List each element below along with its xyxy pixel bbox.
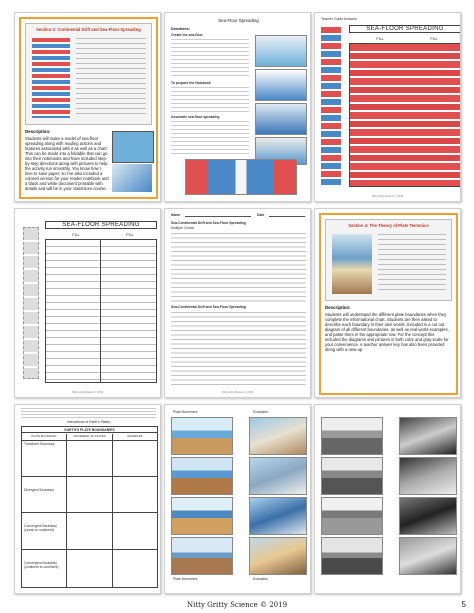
colored-chart-body [349, 43, 461, 187]
row-label-transform: Transform Boundary [24, 442, 55, 446]
examples-label-bottom: Examples [253, 577, 268, 581]
row-convergent-cc [22, 549, 157, 586]
plate-movement-label-bottom: Plate Movement [173, 577, 198, 581]
boundaries-table [21, 426, 158, 588]
model-photo-1 [112, 131, 154, 163]
notebook-photo-2 [325, 219, 452, 301]
row-label-convergent-cc: Convergent Boundary (continent to continent) [24, 561, 59, 570]
date-line [269, 216, 305, 217]
page6-description-heading: Description: [325, 305, 351, 310]
notebook-notes [378, 234, 446, 294]
page3-col2: FILL [430, 37, 438, 41]
page2-title: Sea-Floor Spreading [218, 18, 259, 23]
sea-floor-strips [32, 38, 70, 118]
page-thumbnail-color-cutouts [164, 404, 311, 594]
page4-col2: FILL [126, 233, 134, 237]
page4-footer-text: Nitty Gritty Science © 2019 [71, 391, 104, 394]
page3-col1: FILL [376, 37, 384, 41]
quiz-questions-2 [171, 312, 306, 387]
quiz-section-title-2: Sea-Continental Drift and Sea-Floor Spreading [171, 305, 246, 309]
page-thumbnail-section-3 [14, 12, 161, 202]
example-photo-4 [249, 537, 307, 575]
page-thumbnail-quiz [164, 208, 311, 398]
directions-text-3 [171, 121, 249, 155]
page-footer-credit: Nitty Gritty Science © 2019 [186, 601, 288, 609]
convergent-oc-diagram [171, 497, 233, 535]
header-movement: MOVEMENT OF PLATES [73, 434, 106, 438]
notes-text-block [76, 38, 146, 118]
row-label-convergent-oc: Convergent Boundary (ocean to continent) [24, 524, 57, 533]
date-label: Date [257, 213, 265, 217]
step-photo-3 [255, 103, 307, 135]
convergent-cc-diagram [171, 537, 233, 575]
model-photo-2 [112, 164, 152, 192]
page4-col1: FILL [72, 233, 80, 237]
transform-diagram [171, 417, 233, 455]
gray-diagram-2 [321, 457, 383, 495]
example-photo-3 [249, 497, 307, 535]
page3-footer [315, 195, 460, 198]
directions-text-2 [171, 87, 249, 113]
examples-label: Examples [253, 410, 268, 414]
page-number: 5 [461, 600, 466, 609]
page1-description: Students will make a model of sea-floor spreading along with reading actions and features associated with it as well as a chart. This can be made into a foldable that can go into their notebooks and have included step-by-step directions along with pictures to help the activity run smoothly. You know how I love to save paper, so I've also included a colored version for your reader notebook and a black and white document printable with details and will be in your classroom course. [25, 136, 109, 191]
header-examples: EXAMPLES [127, 434, 143, 438]
chart-title: EARTH'S PLATE BOUNDARIES [22, 428, 157, 433]
description-heading: Description: [25, 129, 51, 134]
blank-chart-body [45, 239, 157, 383]
quiz-questions-1 [171, 233, 306, 303]
multiple-choice-label: Multiple Choice [171, 226, 195, 230]
page4-heading: SEA-FLOOR SPREADING [45, 221, 157, 229]
plate-diagram-photo [332, 234, 372, 294]
page-thumbnail-plate-boundaries [14, 404, 161, 594]
page-thumbnail-section-4 [314, 208, 461, 398]
name-label: Name [171, 213, 181, 217]
page-thumbnail-teacher-guide [314, 12, 461, 202]
colored-strip-column [321, 27, 341, 185]
page4-footer [15, 391, 160, 394]
divergent-diagram [171, 457, 233, 495]
finished-model-photo [185, 159, 297, 195]
page7-top-title: Interactions of Earth's Plates [66, 420, 111, 424]
teacher-guide-label: Teacher Guide Answers [321, 17, 357, 21]
chart-divider [100, 240, 101, 382]
row-divergent [22, 476, 157, 513]
page6-title: Section 4: The Theory of Plate Tectonics [348, 223, 429, 228]
gray-photo-3 [399, 497, 457, 535]
directions-text-1 [171, 39, 249, 79]
page2-make: To prepare the Notebook [171, 81, 211, 85]
page-thumbnail-sea-floor-directions [164, 12, 311, 202]
quiz-section-title: Sea-Continental Drift and Sea-Floor Spreading [171, 221, 246, 225]
page2-create: Create the sea-floor [171, 33, 203, 37]
row-label-divergent: Divergent Boundary [24, 488, 54, 492]
intro-text [21, 408, 156, 418]
page-thumbnail-blank-chart [14, 208, 161, 398]
page5-footer [165, 391, 310, 394]
step-photo-2 [255, 69, 307, 101]
gray-diagram-4 [321, 537, 383, 575]
gray-diagram-1 [321, 417, 383, 455]
gray-photo-4 [399, 537, 457, 575]
gray-photo-1 [399, 417, 457, 455]
row-transform [22, 440, 157, 477]
gray-photo-2 [399, 457, 457, 495]
page3-heading: SEA-FLOOR SPREADING [349, 25, 461, 33]
page2-assemble: Assemble sea-floor spreading [171, 115, 220, 119]
notebook-photo [25, 23, 152, 125]
page3-footer-text: Nitty Gritty Science © 2019 [371, 195, 404, 198]
header-plate-boundary: PLATE BOUNDARY [31, 434, 57, 438]
page1-title: Section 3: Continental Drift and Sea-Floor Spreading [36, 27, 141, 32]
plate-movement-label: Plate Movement [173, 410, 198, 414]
step-photo-1 [255, 35, 307, 67]
gray-diagram-3 [321, 497, 383, 535]
label-strip-column [23, 227, 39, 379]
example-photo-1 [249, 417, 307, 455]
name-line [185, 216, 251, 217]
page6-description: Students will understand the different plate boundaries when they complete the informational chart. Students are then asked to describe each boundary in their own words. Included is a cut out diagram of all different boundaries, as well as real-world examples, and paste them in the appropriate row. For the concept this included the diagrams and pictures in both color and gray-scale for your convenience. A teacher answer key has also been provided along with a new-up. [325, 312, 449, 352]
row-convergent-oc [22, 512, 157, 550]
page2-directions: Directions: [171, 27, 190, 31]
page-thumbnail-grayscale-cutouts [314, 404, 461, 594]
page5-footer-text: Nitty Gritty Science © 2019 [221, 391, 254, 394]
example-photo-2 [249, 457, 307, 495]
